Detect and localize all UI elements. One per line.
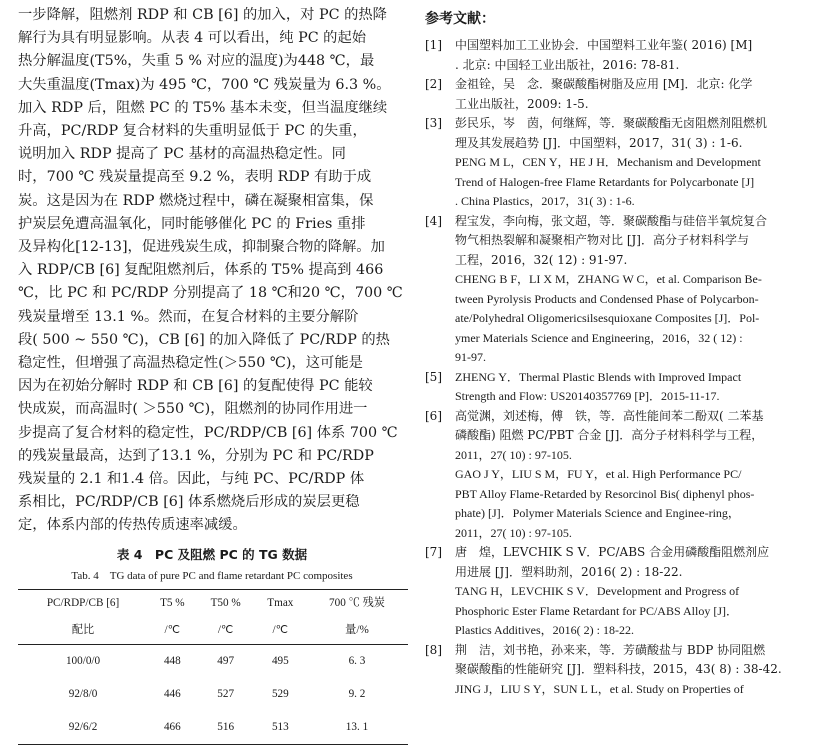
table-row [18, 644, 408, 678]
reference-item [425, 36, 817, 75]
table-cell: 92/6/2 [18, 711, 148, 745]
text-line: 残炭量的 2.1 和1.4 倍。因此，与纯 PC、PC/RDP 体 [18, 471, 365, 488]
table-row [18, 678, 408, 711]
table-cell: 497 [217, 655, 235, 668]
text-line: 入 RDP/CB [6] 复配阻燃剂后，体系的 T5% 提高到 466 [18, 262, 384, 279]
reference-line: 荆 洁，刘书艳，孙来来，等．芳磺酸盐与 BDP 协同阻燃 [455, 642, 766, 657]
reference-line: Plastics Additives，2016( 2) : 18-22. [455, 623, 634, 637]
header-cell: /℃ [255, 617, 306, 645]
text-line: 时，700 ℃ 残炭量提高至 9.2 %，表明 RDP 有助于成 [18, 169, 372, 186]
left-column [18, 4, 406, 745]
text-line: 升高，PC/RDP 复合材料的失重明显低于 PC 的失重， [18, 123, 367, 140]
reference-line: Strength and Flow: US20140357769 [P]．2015-11-17. [455, 389, 720, 403]
reference-number: [3] [425, 116, 442, 130]
reference-line: JING J，LIU S Y，SUN L L，et al. Study on Properties of [455, 681, 744, 696]
header-cell: /℃ [148, 617, 197, 645]
reference-item [425, 114, 817, 212]
reference-line: Phosphoric Ester Flame Retardant for PC/ABS Alloy [J]． [455, 603, 738, 618]
text-line: 步提高了复合材料的稳定性，PC/RDP/CB [6] 体系 700 ℃ [18, 424, 398, 441]
reference-number: [7] [425, 545, 442, 559]
table-cell: 446 [163, 688, 181, 701]
text-line: 残炭量增至 13.1 %。然而，在复合材料的主要分解阶 [18, 308, 359, 325]
reference-line: ate/Polyhedral Oligomericsilsesquioxane Composites [J]．Pol- [455, 311, 760, 325]
reference-line: 高觉渊，刘述梅，傅 铁，等．高性能间苯二酚双( 二苯基 [455, 408, 764, 423]
reference-item [425, 543, 817, 641]
header-cell: 700 ℃ 残炭 [306, 589, 408, 617]
table-cell: 13. 1 [306, 711, 408, 745]
text-line: 段( 500 ~ 550 ℃)，CB [6] 的加入降低了 PC/RDP 的热 [18, 331, 390, 348]
table-cell: 9. 2 [348, 688, 366, 701]
reference-item [425, 368, 817, 407]
table-header-row [18, 617, 408, 645]
reference-line: TANG H，LEVCHIK S V．Development and Progress of [455, 584, 740, 598]
reference-number: [5] [425, 369, 442, 384]
header-cell: 配比 [18, 617, 148, 645]
table-row [18, 711, 408, 745]
reference-item [425, 75, 817, 114]
text-line: 因为在初始分解时 RDP 和 CB [6] 的复配使得 PC 能较 [18, 378, 373, 395]
table-cell: 6. 3 [348, 655, 366, 668]
table-cell: 495 [271, 655, 289, 668]
text-line: 炭。这是因为在 RDP 燃烧过程中，磷在凝聚相富集，保 [18, 192, 374, 209]
reference-line: 工程，2016，32( 12) : 91-97. [455, 252, 628, 267]
reference-line: 用进展 [J]．塑料助剂，2016( 2) : 18-22. [455, 564, 683, 579]
table-cell: 527 [217, 688, 235, 701]
references-column [425, 8, 817, 699]
reference-line: ymer Materials Science and Engineering，2016，32 ( 12) : [455, 330, 743, 345]
reference-line: 中国塑料加工工业协会．中国塑料工业年鉴( 2016) [M] [455, 38, 753, 52]
table-header-row [18, 589, 408, 617]
text-line: 大失重温度(Tmax)为 495 ℃，700 ℃ 残炭量为 6.3 %。 [18, 76, 391, 93]
text-line: 的残炭量最高，达到了13.1 %，分别为 PC 和 PC/RDP [18, 447, 374, 464]
header-cell: T5 % [148, 589, 197, 617]
table-cell: 448 [163, 655, 181, 668]
text-line: 热分解温度(T5%，失重 5 % 对应的温度)为448 ℃，最 [18, 53, 375, 70]
reference-line: . China Plastics，2017，31( 3) : 1-6. [455, 194, 635, 208]
reference-line: GAO J Y，LIU S M，FU Y，et al. High Performance PC/ [455, 467, 742, 481]
reference-number: [4] [425, 213, 442, 228]
reference-line: 91-97. [455, 350, 486, 364]
text-line: 护炭层免遭高温氧化，同时能够催化 PC 的 Fries 重排 [18, 215, 366, 232]
reference-line: Trend of Halogen-free Flame Retardants for Polycarbonate [J] [455, 174, 755, 189]
text-line: 系相比，PC/RDP/CB [6] 体系燃烧后形成的炭层更稳 [18, 494, 360, 511]
text-line: 稳定性，但增强了高温热稳定性(＞550 ℃)，这可能是 [18, 355, 363, 372]
table-cell: 100/0/0 [65, 655, 101, 668]
reference-line: 彭民乐，岑 茵，何继辉，等．聚碳酸酯无卤阻燃剂阻燃机 [455, 116, 768, 130]
header-cell: /℃ [197, 617, 255, 645]
reference-line: 理及其发展趋势 [J]．中国塑料，2017，31( 3) : 1-6. [455, 135, 743, 150]
text-line: 加入 RDP 后，阻燃 PC 的 T5% 基本未变，但当温度继续 [18, 99, 388, 116]
header-cell: Tmax [255, 589, 306, 617]
reference-line: . 北京: 中国轻工业出版社，2016: 78-81. [455, 57, 680, 72]
text-line: 说明加入 RDP 提高了 PC 基材的高温热稳定性。同 [18, 146, 346, 163]
reference-line: tween Pyrolysis Products and Condensed Phase of Polycarbon- [455, 291, 759, 306]
text-line: 快成炭，而高温时( ＞550 ℃)，阻燃剂的协同作用进一 [18, 401, 368, 418]
reference-line: PBT Alloy Flame-Retarded by Resorcinol Bis( diphenyl phos- [455, 486, 755, 501]
reference-line: 物气相热裂解和凝聚相产物对比 [J]．高分子材料科学与 [455, 233, 749, 247]
reference-line: 聚碳酸酯的性能研究 [J]．塑料科技，2015，43( 8) : 38-42. [455, 662, 782, 676]
reference-line: ZHENG Y．Thermal Plastic Blends with Improved Impact [455, 369, 742, 384]
references-heading: 参考文献： [425, 11, 495, 27]
header-cell: T50 % [197, 589, 255, 617]
reference-line: CHENG B F，LI X M，ZHANG W C，et al. Comparison Be- [455, 272, 762, 286]
table-caption-cn: 表 4 PC 及阻燃 PC 的 TG 数据 [116, 546, 308, 562]
table-cell: 516 [197, 711, 255, 745]
reference-item [425, 212, 817, 368]
reference-item [425, 641, 817, 700]
reference-number: [2] [425, 77, 442, 91]
table-caption-en: Tab. 4 TG data of pure PC and flame retardant PC composites [71, 569, 353, 582]
header-cell: 量/% [306, 617, 408, 645]
reference-line: 金祖铨，吴 念．聚碳酸酯树脂及应用 [M]．北京: 化学 [455, 77, 753, 91]
table-cell: 92/8/0 [68, 688, 98, 701]
table-cell: 513 [255, 711, 306, 745]
reference-line: PENG M L，CEN Y，HE J H．Mechanism and Development [455, 155, 761, 169]
reference-line: 工业出版社，2009: 1-5. [455, 96, 589, 111]
text-line: 及异构化[12-13]，促进残炭生成，抑制聚合物的降解。加 [18, 239, 385, 256]
text-line: 定，体系内部的传热传质速率减缓。 [18, 517, 247, 534]
body-paragraph [18, 4, 406, 538]
reference-line: 程宝发，李向梅，张文超，等．聚碳酸酯与硅倍半氧烷复合 [455, 213, 768, 228]
reference-item [425, 407, 817, 544]
text-line: 解行为具有明显影响。从表 4 可以看出，纯 PC 的起始 [18, 30, 367, 47]
reference-line: 磷酸酯) 阻燃 PC/PBT 合金 [J]．高分子材料科学与工程， [455, 428, 764, 442]
table-cell: 466 [148, 711, 197, 745]
reference-number: [8] [425, 642, 442, 657]
text-line: 一步降解，阻燃剂 RDP 和 CB [6] 的加入，对 PC 的热降 [18, 7, 387, 23]
reference-number: [1] [425, 38, 442, 52]
reference-line: 唐 煌，LEVCHIK S V．PC/ABS 合金用磷酸酯阻燃剂应 [455, 545, 770, 559]
reference-number: [6] [425, 408, 442, 423]
header-cell: PC/RDP/CB [6] [18, 589, 148, 617]
reference-list [425, 36, 817, 699]
text-line: ℃，比 PC 和 PC/RDP 分别提高了 18 ℃和20 ℃，700 ℃ [18, 285, 403, 302]
reference-line: 2011，27( 10) : 97-105. [455, 525, 572, 540]
table-cell: 529 [271, 688, 289, 701]
tg-data-table [18, 589, 408, 745]
reference-line: phate) [J]．Polymer Materials Science and Enginee-ring， [455, 506, 740, 520]
reference-line: 2011，27( 10) : 97-105. [455, 447, 572, 462]
